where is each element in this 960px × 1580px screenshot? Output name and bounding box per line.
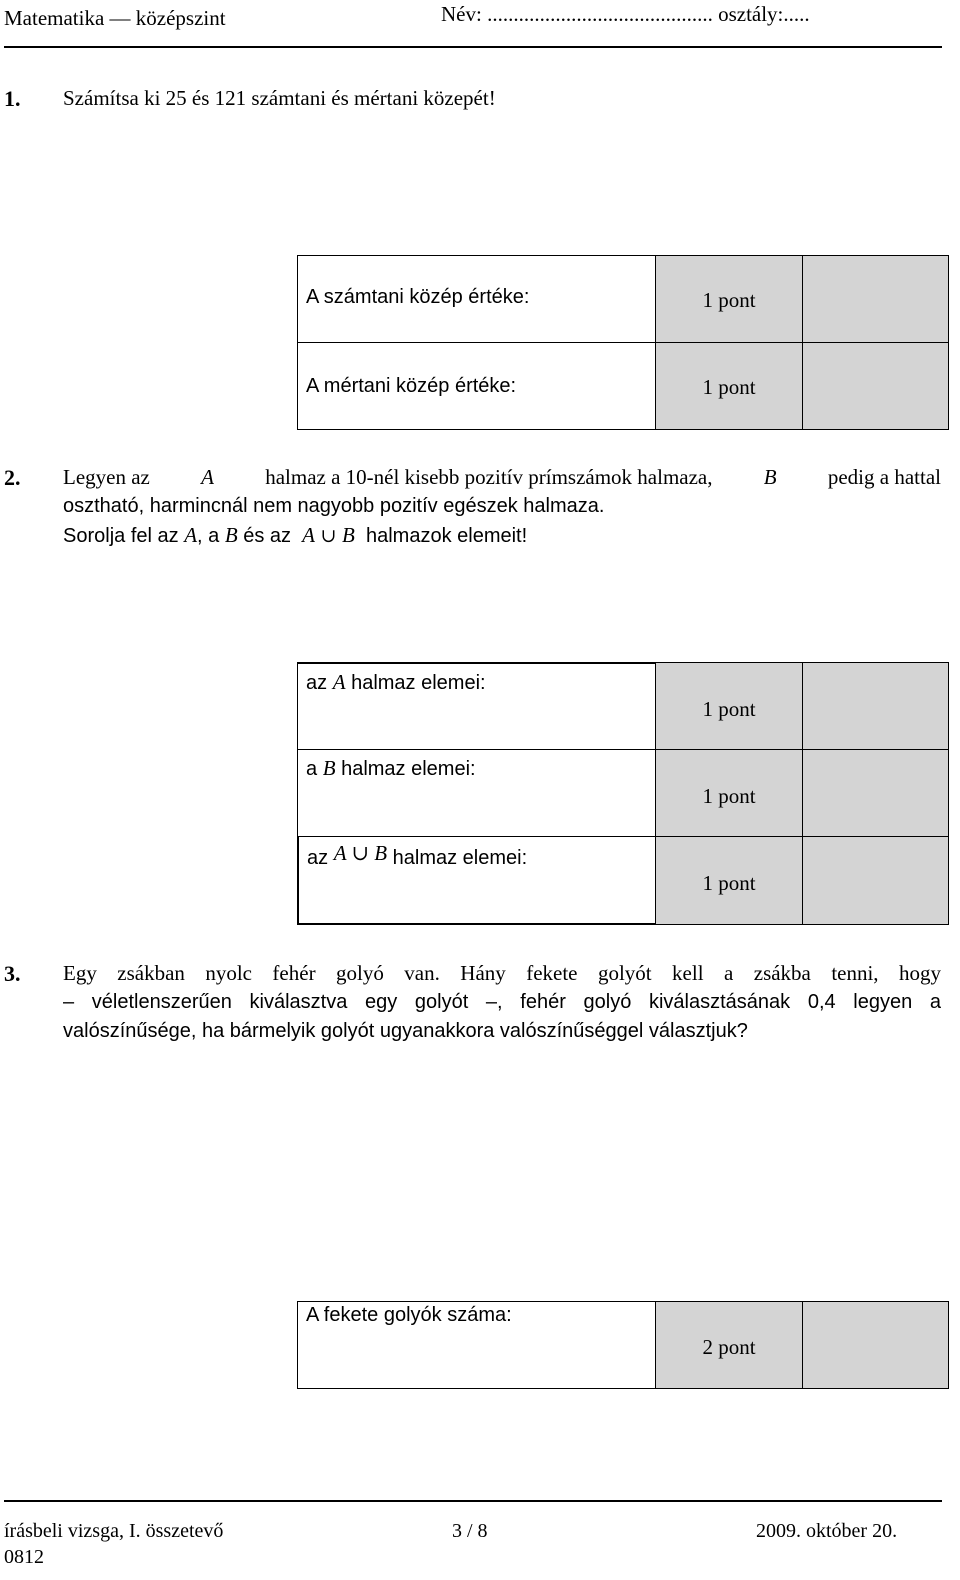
footer-date: 2009. október 20. <box>756 1520 898 1542</box>
q1-row1-score-box <box>802 255 949 343</box>
header-right: Név: ........................................... osztály:..... <box>441 2 810 26</box>
q2-line2: osztható, harmincnál nem nagyobb pozitív egészek halmaza. <box>63 495 605 517</box>
q2-row2-label <box>306 754 476 783</box>
q2-line1-var-a: A <box>201 465 214 489</box>
q2-row3-score-box <box>802 836 949 925</box>
footer-rule <box>4 1500 942 1502</box>
q3-line3: valószínűsége, ha bármelyik golyót ugyanakkora valószínűséggel választjuk? <box>63 1020 748 1042</box>
q1-row2-score-box <box>802 342 949 430</box>
q3-row1-points-text: 2 pont <box>702 1335 756 1359</box>
header-rule <box>4 46 942 48</box>
q2-row1-var: A <box>332 670 346 694</box>
q2-line3-d: halmazok elemeit! <box>365 525 528 547</box>
q1-row2-label-cell[interactable] <box>297 342 657 430</box>
q2-line3-var-b: B <box>224 523 238 547</box>
q2-row2-score-box <box>802 749 949 837</box>
q3-line1: Egy zsákban nyolc fehér golyó van. Hány fekete golyót kell a zsákba tenni, hogy <box>63 961 941 985</box>
q2-row3-label <box>307 843 527 872</box>
q1-row1-label: A számtani közép értéke: <box>306 286 530 308</box>
q2-row1-prefix: az <box>306 672 328 694</box>
q2-row3-suffix: halmaz elemei: <box>392 847 528 869</box>
footer-code: 0812 <box>4 1546 44 1568</box>
q2-row3-var: A ∪ B <box>333 841 388 865</box>
q2-row2-suffix: halmaz elemei: <box>341 758 476 780</box>
q2-row2-points <box>655 749 803 837</box>
q2-line3-a: Sorolja fel az <box>63 525 179 547</box>
header-left: Matematika — középszint <box>4 6 226 30</box>
q2-row1-score-box <box>802 662 949 750</box>
q2-row2-prefix: a <box>306 758 318 780</box>
q1-row1-points <box>655 255 803 343</box>
q2-row1-label-cell[interactable] <box>297 662 657 750</box>
q2-row2-points-text: 1 pont <box>702 784 756 808</box>
q3-row1-label: A fekete golyók száma: <box>306 1304 512 1326</box>
q2-row1-points-text: 1 pont <box>702 697 756 721</box>
q2-row1-suffix: halmaz elemei: <box>351 672 486 694</box>
q1-text: Számítsa ki 25 és 121 számtani és mértani közepét! <box>63 86 496 110</box>
q1-number: 1. <box>4 86 21 111</box>
q2-row2-label-cell[interactable] <box>297 749 657 837</box>
q2-line3-c: és az <box>243 525 292 547</box>
union-symbol: ∪ <box>320 525 337 547</box>
q3-line2: – véletlenszerűen kiválasztva egy golyót –, fehér golyó kiválasztásának 0,4 legyen a <box>63 991 941 1013</box>
q1-row2-points <box>655 342 803 430</box>
q3-row1-score-box <box>802 1301 949 1389</box>
q2-row3-prefix: az <box>307 847 329 869</box>
q2-row2-var: B <box>322 756 336 780</box>
q2-line3-var-a: A <box>184 523 198 547</box>
q1-row1-points-text: 1 pont <box>702 288 756 312</box>
q2-union-a: A <box>302 523 315 547</box>
q2-line1-a: Legyen az <box>63 465 150 489</box>
q3-number: 3. <box>4 961 21 986</box>
q2-line3-b: , a <box>197 525 220 547</box>
q2-union-b: B <box>342 523 355 547</box>
q3-row1-label-cell[interactable] <box>297 1301 657 1389</box>
q2-row3-points <box>655 836 803 925</box>
q2-line1-var-b: B <box>763 465 777 489</box>
q2-number: 2. <box>4 465 21 490</box>
q2-row1-label <box>306 668 486 697</box>
q2-line1-c: pedig a hattal <box>827 465 941 489</box>
footer-left: írásbeli vizsga, I. összetevő <box>4 1520 224 1542</box>
q2-line3 <box>63 521 527 551</box>
page-number: 3 / 8 <box>452 1520 488 1542</box>
q1-row2-label: A mértani közép értéke: <box>306 375 517 397</box>
q1-row2-points-text: 1 pont <box>702 375 756 399</box>
q2-row1-points <box>655 662 803 750</box>
q2-line1-b: halmaz a 10-nél kisebb pozitív prímszámok halmaza, <box>265 465 713 489</box>
q3-row1-points <box>655 1301 803 1389</box>
q2-row3-points-text: 1 pont <box>702 871 756 895</box>
q2-line1 <box>63 463 941 492</box>
q1-row1-label-cell[interactable] <box>297 255 657 343</box>
q2-row3-label-cell[interactable] <box>297 836 657 925</box>
